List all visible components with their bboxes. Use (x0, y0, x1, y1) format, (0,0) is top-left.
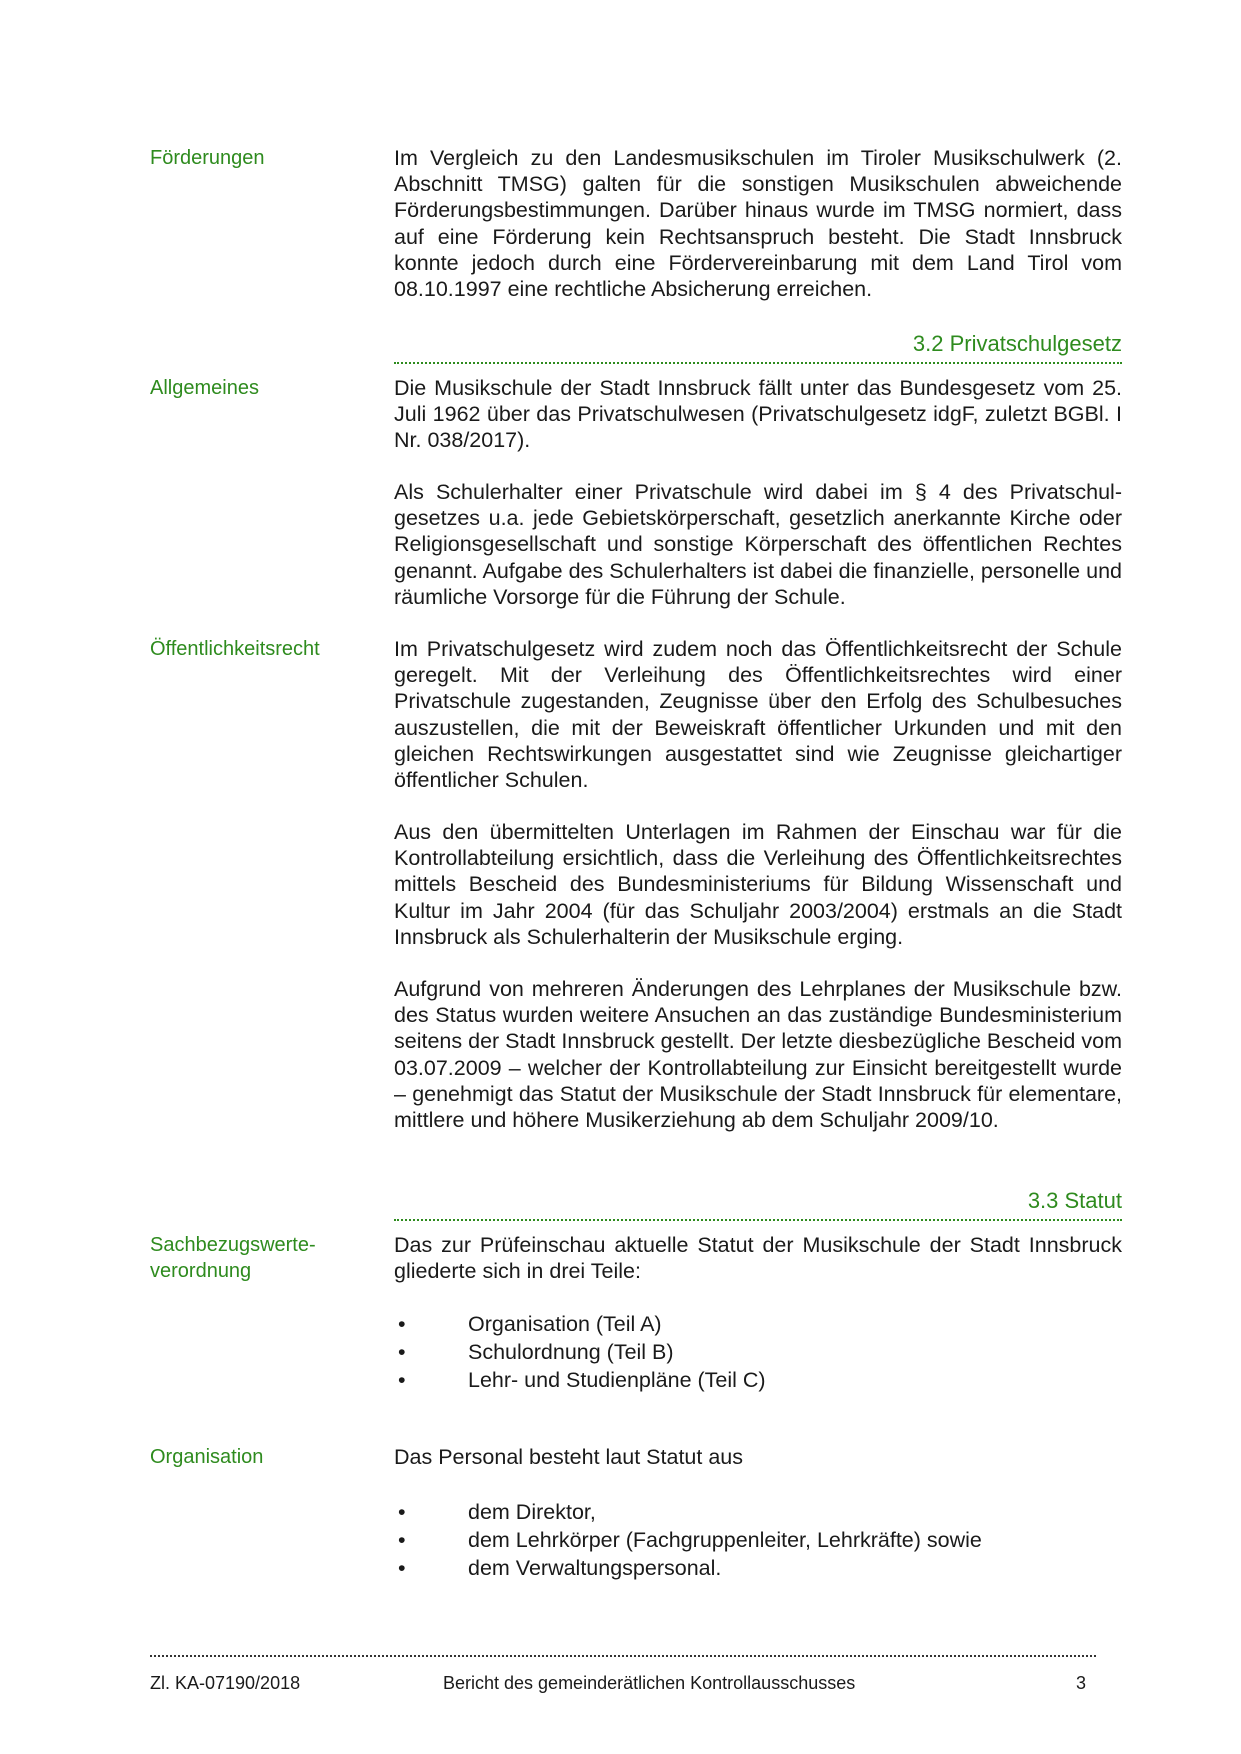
paragraph-oeffentlichkeitsrecht-1: Im Privatschulgesetz wird zudem noch das Öffentlichkeitsrecht der Schule geregelt. Mit der Verleihung des Öffentlichkeitsrechtes wird einer Privatschule zugestanden, Zeugnisse über den Erfolg des Schulbesuches auszustellen, die mit der Beweiskraft öffentlicher Urkunden und mit den gleichen Rechtswirkungen ausgestattet sind wie Zeugnisse gleichartiger öffentlicher Schulen. (394, 637, 1122, 793)
paragraph-oeffentlichkeitsrecht-2: Aus den übermittelten Unterlagen im Rahmen der Einschau war für die Kontrollabteilung ersichtlich, dass die Verleihung des Öffentlichkeitsrechtes mittels Bescheid des Bundesministeriums für Bildung Wissenschaft und Kultur im Jahr 2004 (für das Schuljahr 2003/2004) erstmals an die Stadt Innsbruck als Schulerhalterin der Musikschule erging. (394, 820, 1122, 949)
margin-label-oeffentlichkeitsrecht: Öffentlichkeitsrecht (150, 638, 320, 660)
paragraph-oeffentlichkeitsrecht-3: Aufgrund von mehreren Änderungen des Lehrplanes der Musikschule bzw. des Status wurden weitere Ansuchen an das zuständige Bundesministerium seitens der Stadt Innsbruck gestellt. Der letzte diesbezügliche Bescheid vom 03.07.2009 – welcher der Kontrollabteilung zur Einsicht bereitgestellt wurde – genehmigt das Statut der Musikschule der Stadt Innsbruck für elementare, mittlere und höhere Musikerziehung ab dem Schuljahr 2009/10. (394, 977, 1122, 1133)
heading-divider (394, 362, 1122, 364)
list-item: • dem Lehrkörper (Fachgruppenleiter, Lehrkräfte) sowie (398, 1528, 982, 1552)
footer-divider (150, 1655, 1096, 1657)
bullet-icon: • (398, 1340, 406, 1364)
section-heading-statut: 3.3 Statut (1027, 1188, 1122, 1213)
page-number: 3 (1076, 1673, 1087, 1693)
footer-title: Bericht des gemeinderätlichen Kontrollausschusses (443, 1673, 856, 1693)
list-item: • Organisation (Teil A) (398, 1312, 662, 1336)
paragraph-allgemeines-2: Als Schulerhalter einer Privatschule wird dabei im § 4 des Privatschulgesetzes u.a. jede Gebietskörperschaft, gesetzlich anerkannte Kirche oder Religionsgesellschaft und sonstige Körperschaft des öffentlichen Rechtes genannt. Aufgabe des Schulerhalters ist dabei die finanzielle, personelle und räumliche Vorsorge für die Führung der Schule. (394, 480, 1122, 609)
section-heading-privatschulgesetz: 3.2 Privatschulgesetz (912, 331, 1122, 356)
heading-divider (394, 1219, 1122, 1221)
paragraph-statut: Das zur Prüfeinschau aktuelle Statut der Musikschule der Stadt Innsbruck gliederte sich in drei Teile: (394, 1233, 1122, 1284)
bullet-icon: • (398, 1368, 406, 1392)
bullet-icon: • (398, 1556, 406, 1580)
personnel-list (394, 1498, 1122, 1582)
list-item: • dem Verwaltungspersonal. (398, 1556, 722, 1580)
footer-reference: Zl. KA-07190/2018 (150, 1673, 301, 1693)
paragraph-organisation: Das Personal besteht laut Statut aus (394, 1445, 743, 1469)
margin-label-foerderungen: Förderungen (150, 147, 265, 169)
list-item: • Schulordnung (Teil B) (398, 1340, 674, 1364)
bullet-icon: • (398, 1528, 406, 1552)
margin-label-allgemeines: Allgemeines (150, 377, 259, 399)
statut-parts-list (394, 1310, 1122, 1394)
paragraph-allgemeines-1: Die Musikschule der Stadt Innsbruck fällt unter das Bundesgesetz vom 25. Juli 1962 über das Privatschulwesen (Privatschulgesetz idgF, zuletzt BGBl. I Nr. 038/2017). (394, 376, 1122, 453)
margin-label-organisation: Organisation (150, 1446, 264, 1468)
bullet-icon: • (398, 1500, 406, 1524)
list-item: • dem Direktor, (398, 1500, 596, 1524)
margin-label-sachbezugswerteverordnung: Sachbezugswerte- verordnung (150, 1234, 316, 1282)
paragraph-foerderungen: Im Vergleich zu den Landesmusikschulen im Tiroler Musikschulwerk (2. Abschnitt TMSG) galten für die sonstigen Musikschulen abweichende Förderungsbestimmungen. Darüber hinaus wurde im TMSG normiert, dass auf eine Förderung kein Rechtsanspruch besteht. Die Stadt Innsbruck konnte jedoch durch eine Fördervereinbarung mit dem Land Tirol vom 08.10.1997 eine rechtliche Absicherung erreichen. (394, 146, 1122, 302)
list-item: • Lehr- und Studienpläne (Teil C) (398, 1368, 766, 1392)
bullet-icon: • (398, 1312, 406, 1336)
